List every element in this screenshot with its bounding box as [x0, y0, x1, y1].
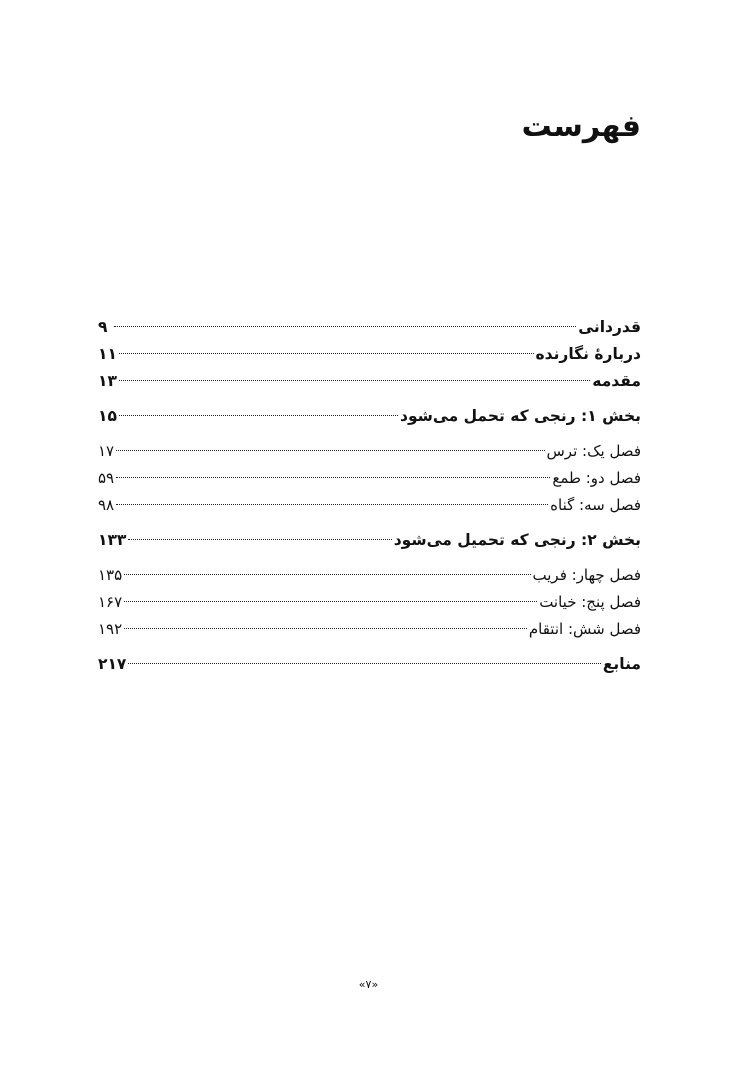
toc-page-number: ۱۶۷ — [98, 593, 123, 611]
page-title: فهرست — [521, 109, 641, 144]
toc-entry-label: بخش ۲: رنجی که تحمیل می‌شود — [393, 531, 641, 549]
toc-entry-chapter-3[interactable] — [98, 492, 641, 519]
toc-page-number: ۱۹۲ — [98, 620, 123, 638]
dot-leader — [116, 477, 550, 478]
toc-page-number: ۵۹ — [98, 469, 115, 487]
toc-page-number: ۱۳۵ — [98, 566, 123, 584]
toc-entry-chapter-1[interactable] — [98, 438, 641, 465]
toc-entry-chapter-6[interactable] — [98, 616, 641, 643]
toc-entry-label: قدردانی — [578, 318, 641, 336]
dot-leader — [119, 353, 534, 354]
dot-leader — [124, 628, 527, 629]
dot-leader — [114, 326, 576, 327]
dot-leader — [119, 380, 590, 381]
dot-leader — [119, 415, 398, 416]
toc-entry-label: فصل یک: ترس — [546, 442, 641, 460]
toc-entry-label: منابع — [602, 655, 641, 673]
toc-entry-label: فصل سه: گناه — [550, 496, 641, 514]
toc-page-number: ۱۳ — [98, 372, 117, 390]
toc-entry-about-author[interactable] — [98, 341, 641, 368]
page-number: «۷» — [358, 978, 379, 991]
toc-entry-chapter-2[interactable] — [98, 465, 641, 492]
toc-entry-introduction[interactable] — [98, 368, 641, 395]
toc-page-number: ۱۱ — [98, 345, 117, 363]
toc-entry-chapter-5[interactable] — [98, 589, 641, 616]
dot-leader — [124, 574, 530, 575]
toc-page-number: ۹ — [98, 318, 108, 336]
toc-entry-label: فصل دو: طمع — [552, 469, 641, 487]
table-of-contents — [98, 314, 641, 678]
dot-leader — [128, 539, 391, 540]
toc-entry-part-2[interactable] — [98, 527, 641, 554]
toc-entry-label: بخش ۱: رنجی که تحمل می‌شود — [400, 407, 641, 425]
toc-entry-label: فصل پنج: خیانت — [539, 593, 641, 611]
toc-entry-references[interactable] — [98, 651, 641, 678]
dot-leader — [116, 450, 544, 451]
toc-entry-label: مقدمه — [592, 372, 641, 390]
toc-entry-chapter-4[interactable] — [98, 562, 641, 589]
toc-entry-label: فصل چهار: فریب — [532, 566, 641, 584]
toc-page-number: ۹۸ — [98, 496, 115, 514]
dot-leader — [128, 663, 600, 664]
toc-page-number: ۲۱۷ — [98, 655, 127, 673]
toc-page-number: ۱۷ — [98, 442, 115, 460]
toc-entry-acknowledgements[interactable] — [98, 314, 641, 341]
toc-page-number: ۱۵ — [98, 407, 117, 425]
dot-leader — [116, 504, 548, 505]
toc-entry-label: فصل شش: انتقام — [528, 620, 641, 638]
toc-entry-label: دربارهٔ نگارنده — [535, 345, 641, 363]
dot-leader — [124, 601, 537, 602]
toc-page-number: ۱۳۳ — [98, 531, 127, 549]
toc-entry-part-1[interactable] — [98, 403, 641, 430]
